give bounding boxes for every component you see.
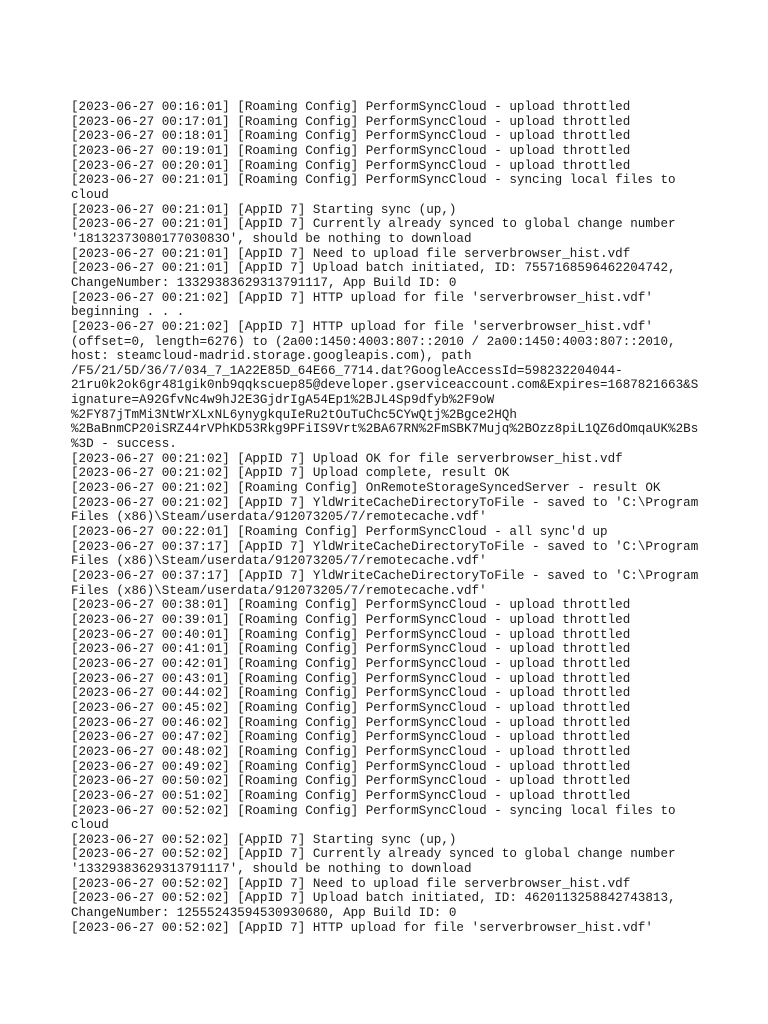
log-line: [2023-06-27 00:43:01] [Roaming Config] PerformSyncCloud - upload throttled bbox=[71, 671, 631, 686]
log-line: [2023-06-27 00:52:02] [AppID 7] Starting sync (up,) bbox=[71, 832, 457, 847]
log-line: [2023-06-27 00:21:02] [AppID 7] YldWriteCacheDirectoryToFile - saved to 'C:\Program bbox=[71, 495, 699, 510]
log-line: %2BaBnmCP20iSRZ44rVPhKD53Rkg9PFiIS9Vrt%2BA67RN%2FmSBK7Mujq%2BOzz8piL1QZ6dOmqaUK%2Bs bbox=[71, 422, 699, 437]
log-line: ignature=A92GfvNc4w9hJ2E3GjdrIgA54Ep1%2BJL4Sp9dfyb%2F9oW bbox=[71, 393, 495, 408]
log-line: 21ru0k2ok6gr481gik0nb9qqkscuep85@developer.gserviceaccount.com&Expires=1687821663&S bbox=[71, 378, 699, 393]
log-line: [2023-06-27 00:39:01] [Roaming Config] PerformSyncCloud - upload throttled bbox=[71, 612, 631, 627]
log-line: Files (x86)\Steam/userdata/912073205/7/remotecache.vdf' bbox=[71, 510, 487, 525]
log-line: [2023-06-27 00:52:02] [AppID 7] Currently already synced to global change number bbox=[71, 847, 676, 862]
log-line: [2023-06-27 00:46:02] [Roaming Config] PerformSyncCloud - upload throttled bbox=[71, 715, 631, 730]
log-line: [2023-06-27 00:18:01] [Roaming Config] PerformSyncCloud - upload throttled bbox=[71, 129, 631, 144]
log-line: [2023-06-27 00:38:01] [Roaming Config] PerformSyncCloud - upload throttled bbox=[71, 598, 631, 613]
log-line: [2023-06-27 00:40:01] [Roaming Config] PerformSyncCloud - upload throttled bbox=[71, 627, 631, 642]
log-line: [2023-06-27 00:17:01] [Roaming Config] PerformSyncCloud - upload throttled bbox=[71, 114, 631, 129]
log-line: [2023-06-27 00:42:01] [Roaming Config] PerformSyncCloud - upload throttled bbox=[71, 656, 631, 671]
log-line: [2023-06-27 00:21:01] [AppID 7] Currently already synced to global change number bbox=[71, 217, 676, 232]
log-line: %3D - success. bbox=[71, 437, 177, 452]
log-line: /F5/21/5D/36/7/034_7_1A22E85D_64E66_7714.dat?GoogleAccessId=598232204044- bbox=[71, 363, 623, 378]
log-line: [2023-06-27 00:21:01] [AppID 7] Upload batch initiated, ID: 7557168596462204742, bbox=[71, 261, 676, 276]
log-line: host: steamcloud-madrid.storage.googleapis.com), path bbox=[71, 349, 472, 364]
log-line: [2023-06-27 00:22:01] [Roaming Config] PerformSyncCloud - all sync'd up bbox=[71, 525, 608, 540]
log-line: [2023-06-27 00:21:01] [AppID 7] Starting sync (up,) bbox=[71, 202, 457, 217]
log-line: [2023-06-27 00:50:02] [Roaming Config] PerformSyncCloud - upload throttled bbox=[71, 774, 631, 789]
log-line: [2023-06-27 00:51:02] [Roaming Config] PerformSyncCloud - upload throttled bbox=[71, 788, 631, 803]
log-line: %2FY87jTmMi3NtWrXLxNL6ynygkquIeRu2tOuTuChc5CYwQtj%2Bgce2HQh bbox=[71, 407, 517, 422]
log-line: cloud bbox=[71, 187, 109, 202]
log-line: [2023-06-27 00:47:02] [Roaming Config] PerformSyncCloud - upload throttled bbox=[71, 730, 631, 745]
log-line: cloud bbox=[71, 818, 109, 833]
log-line: [2023-06-27 00:21:02] [AppID 7] HTTP upload for file 'serverbrowser_hist.vdf' bbox=[71, 319, 653, 334]
log-line: [2023-06-27 00:21:01] [AppID 7] Need to upload file serverbrowser_hist.vdf bbox=[71, 246, 631, 261]
log-line: Files (x86)\Steam/userdata/912073205/7/remotecache.vdf' bbox=[71, 554, 487, 569]
log-line: [2023-06-27 00:45:02] [Roaming Config] PerformSyncCloud - upload throttled bbox=[71, 700, 631, 715]
log-line: [2023-06-27 00:52:02] [AppID 7] Upload batch initiated, ID: 4620113258842743813, bbox=[71, 891, 676, 906]
log-line: (offset=0, length=6276) to (2a00:1450:4003:807::2010 / 2a00:1450:4003:807::2010, bbox=[71, 334, 676, 349]
log-line: [2023-06-27 00:52:02] [AppID 7] HTTP upload for file 'serverbrowser_hist.vdf' bbox=[71, 920, 653, 935]
log-line: [2023-06-27 00:44:02] [Roaming Config] PerformSyncCloud - upload throttled bbox=[71, 686, 631, 701]
log-line: [2023-06-27 00:21:01] [Roaming Config] PerformSyncCloud - syncing local files to bbox=[71, 173, 676, 188]
log-line: [2023-06-27 00:19:01] [Roaming Config] PerformSyncCloud - upload throttled bbox=[71, 143, 631, 158]
log-line: [2023-06-27 00:20:01] [Roaming Config] PerformSyncCloud - upload throttled bbox=[71, 158, 631, 173]
log-line: [2023-06-27 00:41:01] [Roaming Config] PerformSyncCloud - upload throttled bbox=[71, 642, 631, 657]
log-line: [2023-06-27 00:37:17] [AppID 7] YldWriteCacheDirectoryToFile - saved to 'C:\Program bbox=[71, 569, 699, 583]
log-line: '1813237308017703083O', should be nothing to download bbox=[71, 231, 472, 246]
log-line: Files (x86)\Steam/userdata/912073205/7/remotecache.vdf' bbox=[71, 583, 487, 598]
log-document bbox=[71, 100, 711, 935]
log-line: [2023-06-27 00:48:02] [Roaming Config] PerformSyncCloud - upload throttled bbox=[71, 744, 631, 759]
log-line: [2023-06-27 00:21:02] [AppID 7] Upload OK for file serverbrowser_hist.vdf bbox=[71, 451, 623, 466]
log-line: [2023-06-27 00:52:02] [Roaming Config] PerformSyncCloud - syncing local files to bbox=[71, 803, 676, 818]
log-line: [2023-06-27 00:16:01] [Roaming Config] PerformSyncCloud - upload throttled bbox=[71, 100, 631, 114]
log-line: [2023-06-27 00:21:02] [Roaming Config] OnRemoteStorageSyncedServer - result OK bbox=[71, 481, 661, 496]
log-line: ChangeNumber: 12555243594530930680, App Build ID: 0 bbox=[71, 906, 457, 921]
log-line: [2023-06-27 00:49:02] [Roaming Config] PerformSyncCloud - upload throttled bbox=[71, 759, 631, 774]
log-line: [2023-06-27 00:52:02] [AppID 7] Need to upload file serverbrowser_hist.vdf bbox=[71, 876, 631, 891]
log-line: [2023-06-27 00:37:17] [AppID 7] YldWriteCacheDirectoryToFile - saved to 'C:\Program bbox=[71, 539, 699, 554]
log-line: [2023-06-27 00:21:02] [AppID 7] Upload complete, result OK bbox=[71, 466, 510, 481]
log-line: ChangeNumber: 13329383629313791117, App Build ID: 0 bbox=[71, 275, 457, 290]
log-line: [2023-06-27 00:21:02] [AppID 7] HTTP upload for file 'serverbrowser_hist.vdf' bbox=[71, 290, 653, 305]
log-line: beginning . . . bbox=[71, 305, 185, 320]
log-line: '13329383629313791117', should be nothing to download bbox=[71, 862, 472, 877]
